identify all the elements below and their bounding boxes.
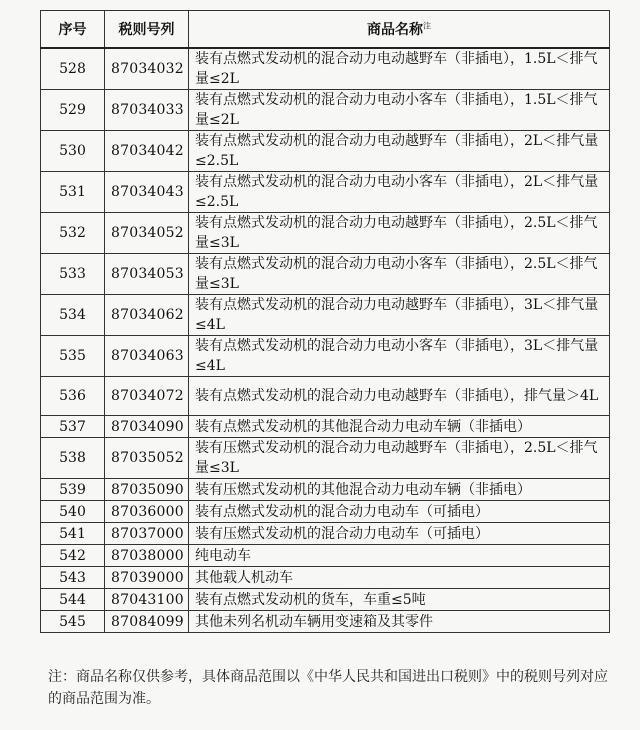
row-name: 装有点燃式发动机的混合动力电动小客车（非插电），1.5L＜排气量≤2L bbox=[189, 90, 610, 131]
row-name: 装有点燃式发动机的其他混合动力电动车辆（非插电） bbox=[189, 416, 610, 438]
row-seq: 539 bbox=[41, 479, 105, 501]
row-seq: 531 bbox=[41, 172, 105, 213]
row-code: 87035052 bbox=[105, 438, 189, 479]
table-row bbox=[41, 567, 610, 589]
table-row bbox=[41, 377, 610, 416]
table-row bbox=[41, 295, 610, 336]
header-name bbox=[189, 11, 610, 49]
row-seq: 545 bbox=[41, 611, 105, 633]
table-row bbox=[41, 611, 610, 633]
row-code: 87034032 bbox=[105, 48, 189, 90]
table-row bbox=[41, 336, 610, 377]
row-code: 87034033 bbox=[105, 90, 189, 131]
row-code: 87084099 bbox=[105, 611, 189, 633]
row-code: 87034052 bbox=[105, 213, 189, 254]
row-code: 87034072 bbox=[105, 377, 189, 416]
table-row bbox=[41, 131, 610, 172]
row-seq: 530 bbox=[41, 131, 105, 172]
row-name: 装有点燃式发动机的混合动力电动车（可插电） bbox=[189, 501, 610, 523]
table-row bbox=[41, 479, 610, 501]
table-row bbox=[41, 438, 610, 479]
row-seq: 528 bbox=[41, 48, 105, 90]
header-name-label: 商品名称 bbox=[367, 22, 423, 38]
row-seq: 533 bbox=[41, 254, 105, 295]
footnote: 注：商品名称仅供参考，具体商品范围以《中华人民共和国进出口税则》中的税则号列对应的商品范围为准。 bbox=[48, 669, 608, 707]
row-name: 装有压燃式发动机的混合动力电动越野车（非插电），2.5L＜排气量≤3L bbox=[189, 438, 610, 479]
row-code: 87037000 bbox=[105, 523, 189, 545]
row-name: 装有点燃式发动机的货车，车重≤5吨 bbox=[189, 589, 610, 611]
table-row bbox=[41, 523, 610, 545]
table-body bbox=[41, 48, 610, 633]
row-seq: 537 bbox=[41, 416, 105, 438]
row-seq: 535 bbox=[41, 336, 105, 377]
row-code: 87034062 bbox=[105, 295, 189, 336]
row-seq: 543 bbox=[41, 567, 105, 589]
table-row bbox=[41, 589, 610, 611]
row-seq: 536 bbox=[41, 377, 105, 416]
row-name: 装有点燃式发动机的混合动力电动小客车（非插电），2L＜排气量≤2.5L bbox=[189, 172, 610, 213]
tariff-table bbox=[40, 10, 610, 633]
header-code: 税则号列 bbox=[105, 11, 189, 49]
row-name: 装有点燃式发动机的混合动力电动越野车（非插电），1.5L＜排气量≤2L bbox=[189, 48, 610, 90]
row-code: 87034090 bbox=[105, 416, 189, 438]
row-seq: 540 bbox=[41, 501, 105, 523]
table-row bbox=[41, 213, 610, 254]
table-row bbox=[41, 501, 610, 523]
header-seq: 序号 bbox=[41, 11, 105, 49]
row-name: 装有点燃式发动机的混合动力电动小客车（非插电），2.5L＜排气量≤3L bbox=[189, 254, 610, 295]
row-seq: 538 bbox=[41, 438, 105, 479]
row-seq: 544 bbox=[41, 589, 105, 611]
table-row bbox=[41, 48, 610, 90]
row-name: 装有点燃式发动机的混合动力电动越野车（非插电），2L＜排气量≤2.5L bbox=[189, 131, 610, 172]
row-seq: 532 bbox=[41, 213, 105, 254]
table-row bbox=[41, 254, 610, 295]
row-name: 装有压燃式发动机的混合动力电动车（可插电） bbox=[189, 523, 610, 545]
table-row bbox=[41, 172, 610, 213]
row-code: 87035090 bbox=[105, 479, 189, 501]
row-code: 87034043 bbox=[105, 172, 189, 213]
row-seq: 541 bbox=[41, 523, 105, 545]
row-name: 装有点燃式发动机的混合动力电动越野车（非插电），3L＜排气量≤4L bbox=[189, 295, 610, 336]
row-seq: 534 bbox=[41, 295, 105, 336]
row-name: 其他未列名机动车辆用变速箱及其零件 bbox=[189, 611, 610, 633]
row-seq: 529 bbox=[41, 90, 105, 131]
row-name: 装有压燃式发动机的其他混合动力电动车辆（非插电） bbox=[189, 479, 610, 501]
table-header-row bbox=[41, 11, 610, 49]
row-code: 87043100 bbox=[105, 589, 189, 611]
row-name: 其他载人机动车 bbox=[189, 567, 610, 589]
row-name: 装有点燃式发动机的混合动力电动越野车（非插电），排气量＞4L bbox=[189, 377, 610, 416]
row-name: 装有点燃式发动机的混合动力电动小客车（非插电），3L＜排气量≤4L bbox=[189, 336, 610, 377]
row-seq: 542 bbox=[41, 545, 105, 567]
table-row bbox=[41, 416, 610, 438]
row-code: 87039000 bbox=[105, 567, 189, 589]
header-note-mark: 注 bbox=[423, 21, 431, 31]
row-code: 87034063 bbox=[105, 336, 189, 377]
row-code: 87034042 bbox=[105, 131, 189, 172]
table-row bbox=[41, 90, 610, 131]
row-name: 纯电动车 bbox=[189, 545, 610, 567]
row-code: 87038000 bbox=[105, 545, 189, 567]
row-code: 87036000 bbox=[105, 501, 189, 523]
table-row bbox=[41, 545, 610, 567]
row-code: 87034053 bbox=[105, 254, 189, 295]
row-name: 装有点燃式发动机的混合动力电动越野车（非插电），2.5L＜排气量≤3L bbox=[189, 213, 610, 254]
